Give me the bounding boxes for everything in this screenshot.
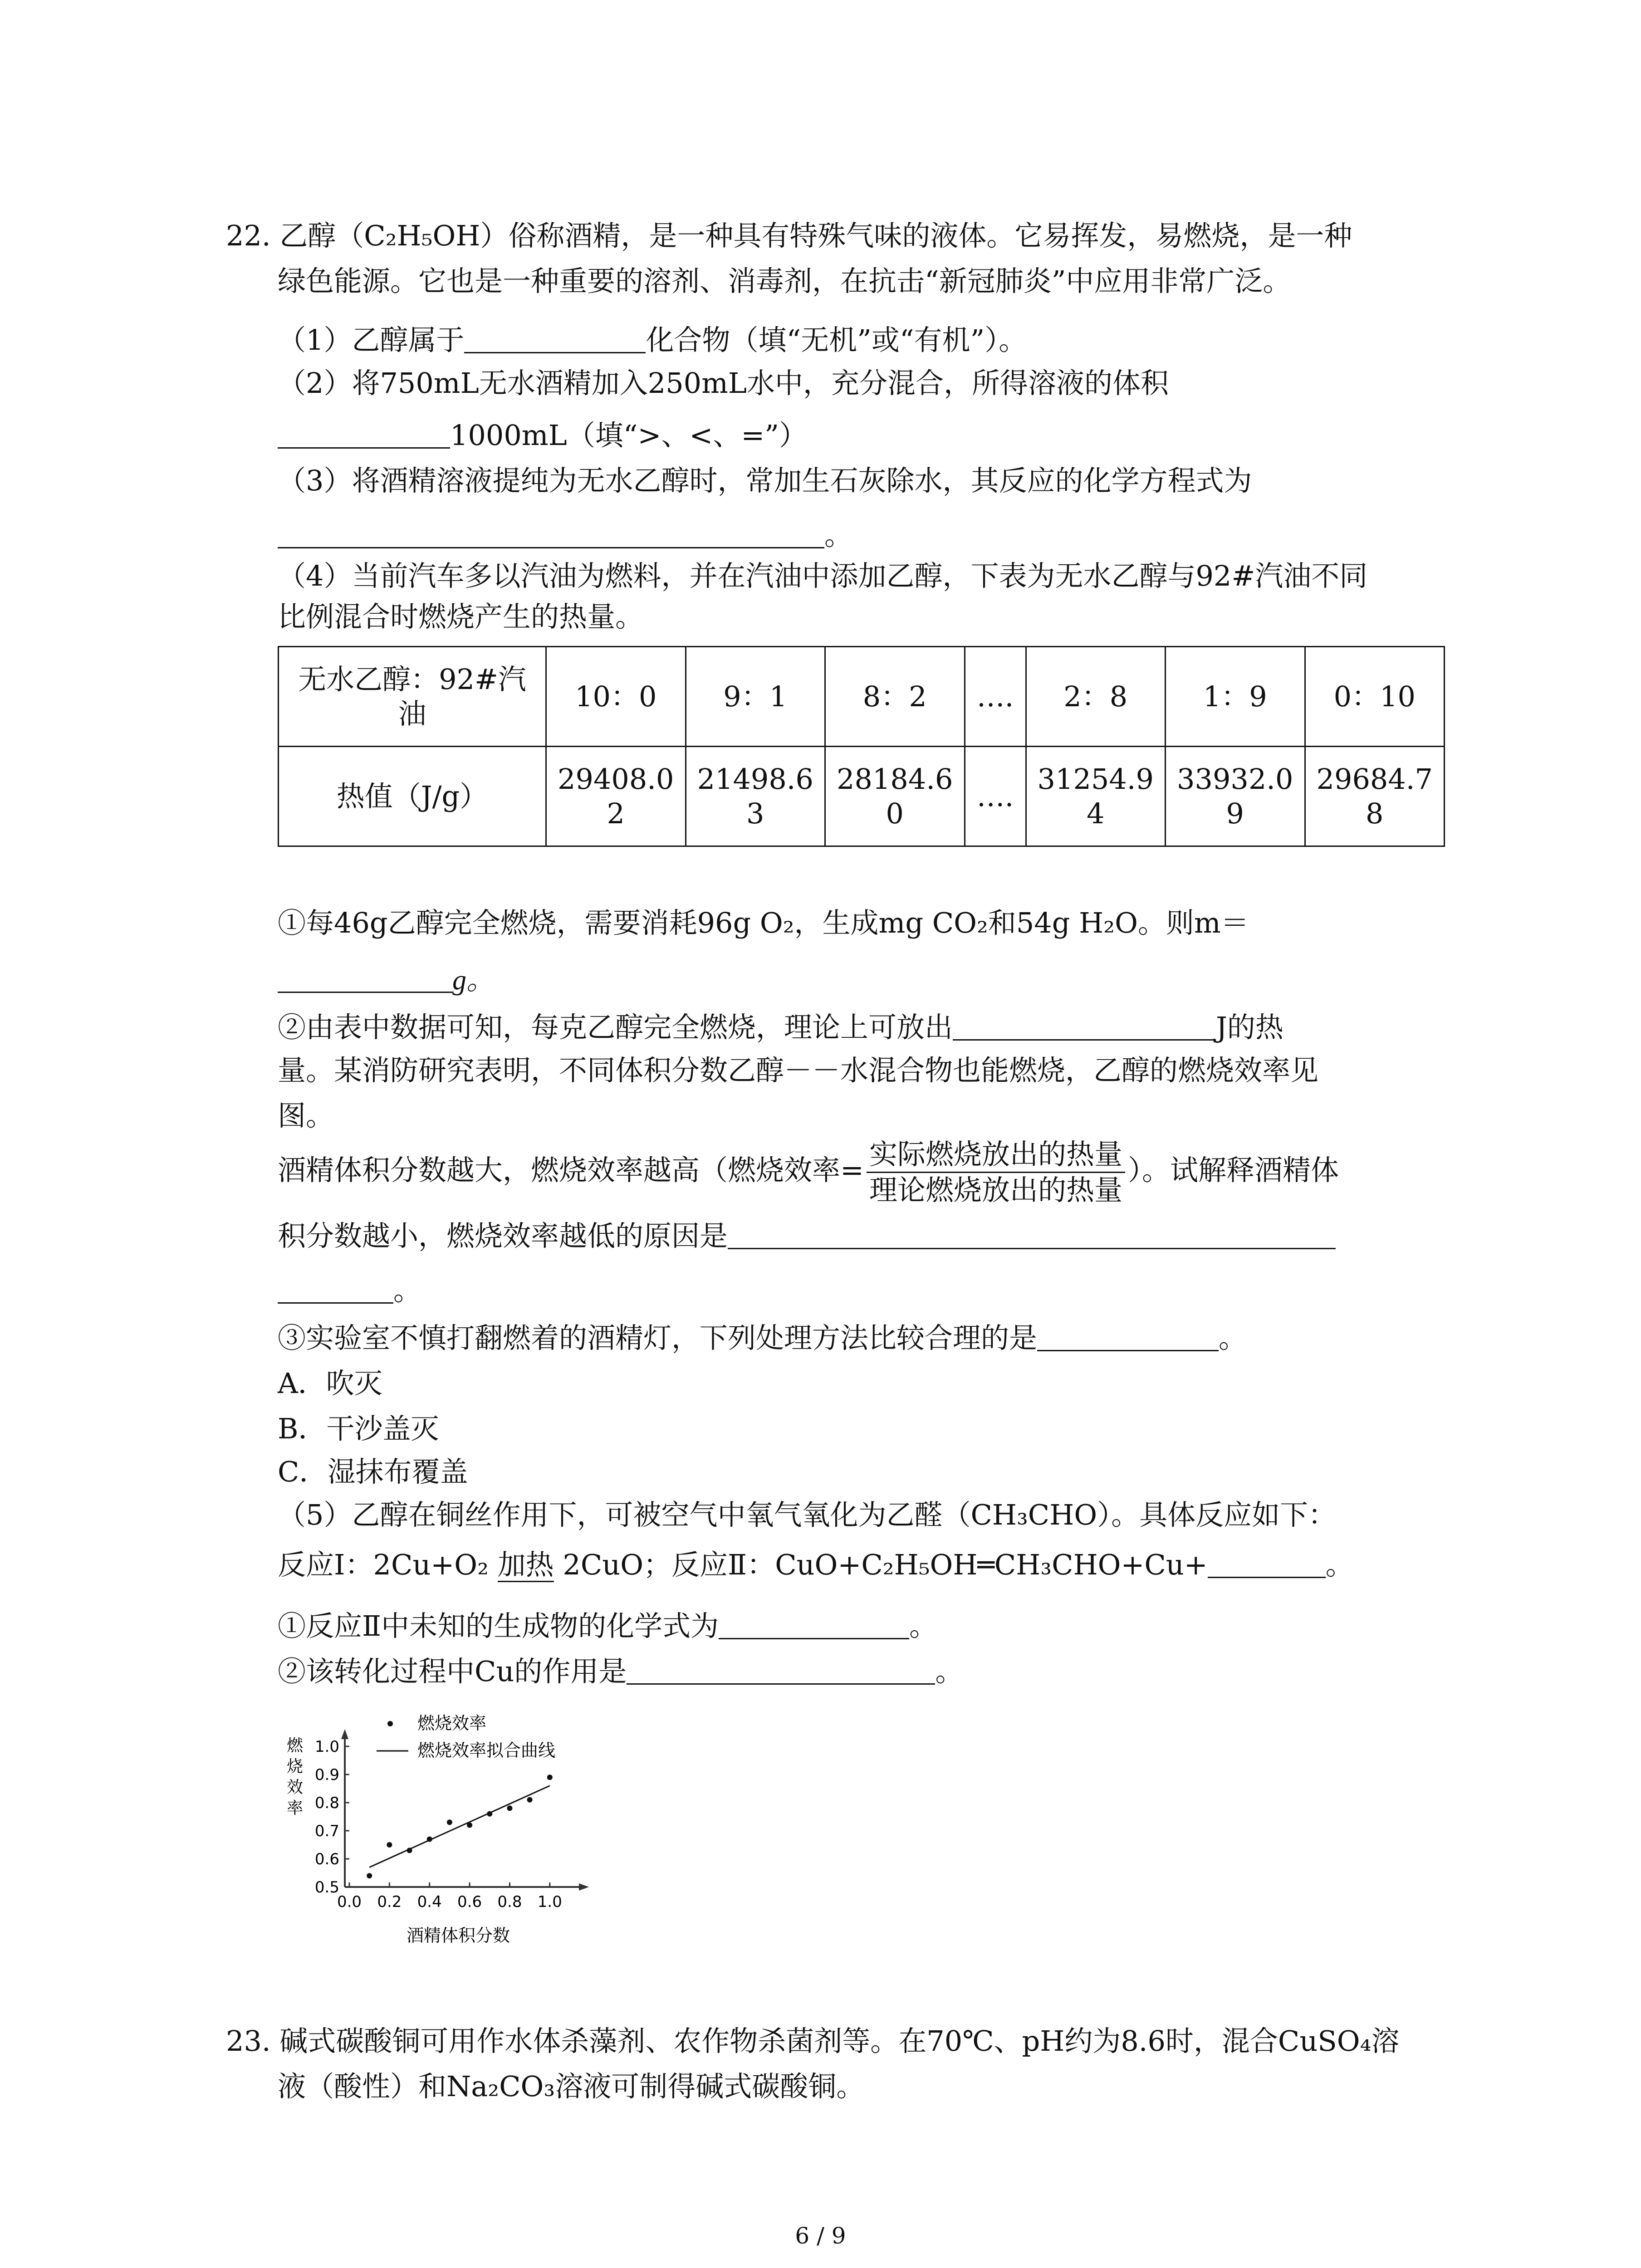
q22-s2-text: ②该转化过程中Cu的作用是 bbox=[278, 1655, 627, 1688]
option-c: C．湿抹布覆盖 bbox=[278, 1455, 468, 1488]
q22-part1-text-end: 化合物（填“无机”或“有机”）。 bbox=[646, 323, 1027, 357]
answer-blank-mass[interactable] bbox=[278, 963, 452, 993]
efficiency-fraction bbox=[867, 1137, 1125, 1207]
table-cell: …. bbox=[965, 647, 1026, 747]
q22-c2-line3: 图。 bbox=[278, 1099, 334, 1132]
data-point bbox=[487, 1811, 492, 1817]
table-cell bbox=[1166, 747, 1305, 846]
q22-c3-end: 。 bbox=[1219, 1321, 1247, 1354]
page-number: 6 / 9 bbox=[795, 2223, 846, 2249]
data-point bbox=[387, 1842, 392, 1848]
x-tick-label: 0.4 bbox=[417, 1893, 442, 1911]
q22-part1-text: （1）乙醇属于 bbox=[278, 323, 465, 357]
option-b: B．干沙盖灭 bbox=[278, 1412, 439, 1445]
value-b: 3 bbox=[746, 797, 764, 830]
q22-c2-text-end: J的热 bbox=[1216, 1011, 1283, 1044]
legend-line-label: 燃烧效率拟合曲线 bbox=[417, 1740, 556, 1760]
q22-part4-line1: （4）当前汽车多以汽油为燃料，并在汽油中添加乙醇，下表为无水乙醇与92#汽油不同 bbox=[278, 559, 1368, 592]
data-point bbox=[367, 1873, 372, 1878]
value-a: 33932.0 bbox=[1177, 762, 1293, 796]
option-a: A．吹灭 bbox=[278, 1367, 382, 1400]
q22-c2-text: ②由表中数据可知，每克乙醇完全燃烧，理论上可放出 bbox=[278, 1011, 953, 1044]
value-a: 31254.9 bbox=[1037, 762, 1154, 796]
table-cell bbox=[1026, 747, 1166, 846]
table-header-heat: 热值（J/g） bbox=[279, 747, 546, 846]
q22-s1-end: 。 bbox=[909, 1609, 938, 1642]
table-header-ratio bbox=[279, 647, 546, 747]
q23-line2: 液（酸性）和Na₂CO₃溶液可制得碱式碳酸铜。 bbox=[278, 2070, 865, 2103]
q22-part3-line2 bbox=[278, 515, 852, 556]
data-point bbox=[507, 1805, 512, 1811]
table-cell: 2：8 bbox=[1026, 647, 1166, 747]
q22-c1-line2 bbox=[278, 959, 495, 1001]
y-tick-label: 0.5 bbox=[314, 1878, 339, 1897]
q22-c2-line2: 量。某消防研究表明，不同体积分数乙醇－－水混合物也能燃烧，乙醇的燃烧效率见 bbox=[278, 1054, 1319, 1087]
efficiency-text: 酒精体积分数越大，燃烧效率越高（燃烧效率= bbox=[278, 1154, 864, 1187]
data-point bbox=[407, 1848, 412, 1853]
q22-efficiency-line3 bbox=[278, 1270, 421, 1311]
x-tick-label: 0.0 bbox=[337, 1893, 362, 1911]
q22-c1-line1: ①每46g乙醇完全燃烧，需要消耗96g O₂，生成mg CO₂和54g H₂O。则m＝ bbox=[278, 906, 1249, 939]
q22-part2-text-end: 1000mL（填“>、<、=”） bbox=[450, 419, 807, 452]
q22-part2-line2 bbox=[278, 415, 807, 456]
table-cell: 10：0 bbox=[546, 647, 686, 747]
x-axis-label: 酒精体积分数 bbox=[406, 1926, 510, 1945]
answer-blank-3[interactable] bbox=[278, 519, 824, 548]
legend-point-label: 燃烧效率 bbox=[417, 1713, 487, 1733]
q23-line1: 23. 碱式碳酸铜可用作水体杀藻剂、农作物杀菌剂等。在70℃、pH约为8.6时，混合CuSO₄溶 bbox=[226, 2024, 1400, 2058]
q22-s1-text: ①反应Ⅱ中未知的生成物的化学式为 bbox=[278, 1609, 719, 1642]
heat-value-table bbox=[278, 646, 1445, 847]
table-header-ratio-a: 无水乙醇：92#汽 bbox=[298, 662, 526, 696]
answer-blank-choice[interactable] bbox=[1037, 1322, 1219, 1351]
q22-c1-unit: g。 bbox=[452, 965, 495, 996]
y-axis-arrow bbox=[341, 1729, 348, 1739]
table-cell: 0：10 bbox=[1305, 647, 1445, 747]
value-a: 29408.0 bbox=[558, 762, 674, 796]
q22-part3-line1: （3）将酒精溶液提纯为无水乙醇时，常加生石灰除水，其反应的化学方程式为 bbox=[278, 464, 1252, 497]
value-a: 21498.6 bbox=[697, 762, 813, 796]
q22-efficiency-line bbox=[278, 1134, 1339, 1207]
q22-line1: 22. 乙醇（C₂H₅OH）俗称酒精，是一种具有特殊气味的液体。它易挥发，易燃烧，是一种 bbox=[226, 219, 1352, 252]
x-tick-label: 1.0 bbox=[537, 1893, 562, 1911]
answer-blank-heat[interactable] bbox=[953, 1011, 1216, 1041]
y-tick-label: 0.6 bbox=[314, 1850, 339, 1868]
table-cell bbox=[546, 747, 686, 846]
q22-s2-end: 。 bbox=[935, 1655, 964, 1688]
legend-point-marker bbox=[387, 1721, 393, 1726]
answer-blank-reason[interactable] bbox=[728, 1220, 1336, 1249]
data-point bbox=[467, 1823, 472, 1828]
answer-blank-formula[interactable] bbox=[719, 1610, 909, 1639]
reaction-rest: 2CuO；反应Ⅱ：CuO+C₂H₅OH═CH₃CHO+Cu+ bbox=[563, 1548, 1208, 1581]
answer-blank-2[interactable] bbox=[278, 419, 450, 449]
value-b: 0 bbox=[886, 797, 904, 830]
q22-part3-end: 。 bbox=[824, 518, 853, 552]
heating-label: 加热 bbox=[497, 1548, 554, 1581]
q22-c2-line1 bbox=[278, 1007, 1283, 1048]
table-cell bbox=[1305, 747, 1445, 846]
efficiency-question: 积分数越小，燃烧效率越低的原因是 bbox=[278, 1219, 728, 1252]
fraction-denominator: 理论燃烧放出的热量 bbox=[869, 1173, 1122, 1207]
x-tick-label: 0.2 bbox=[377, 1893, 402, 1911]
q22-line2: 绿色能源。它也是一种重要的溶剂、消毒剂，在抗击“新冠肺炎”中应用非常广泛。 bbox=[278, 264, 1291, 298]
value-a: 28184.6 bbox=[837, 762, 953, 796]
value-a: 29684.7 bbox=[1316, 762, 1433, 796]
data-point bbox=[547, 1774, 553, 1780]
q22-s1 bbox=[278, 1606, 937, 1647]
y-tick-label: 1.0 bbox=[314, 1738, 339, 1756]
q22-s2 bbox=[278, 1651, 963, 1692]
data-point bbox=[447, 1819, 452, 1825]
data-point bbox=[427, 1837, 432, 1842]
q22-part2-line1: （2）将750mL无水酒精加入250mL水中，充分混合，所得溶液的体积 bbox=[278, 367, 1169, 400]
answer-blank-role[interactable] bbox=[627, 1655, 935, 1685]
q22-c3 bbox=[278, 1318, 1247, 1359]
efficiency-end: 。 bbox=[393, 1274, 422, 1307]
value-b: 4 bbox=[1087, 797, 1105, 830]
table-cell bbox=[686, 747, 825, 846]
value-b: 2 bbox=[607, 797, 625, 830]
table-cell: 8：2 bbox=[825, 647, 965, 747]
q22-part5-line1: （5）乙醇在铜丝作用下，可被空气中氧气氧化为乙醛（CH₃CHO）。具体反应如下： bbox=[278, 1498, 1337, 1531]
q22-part1 bbox=[278, 320, 1027, 361]
q22-part4-line2: 比例混合时燃烧产生的热量。 bbox=[278, 600, 644, 633]
q22-c3-text: ③实验室不慎打翻燃着的酒精灯，下列处理方法比较合理的是 bbox=[278, 1321, 1038, 1354]
efficiency-text-end: ）。试解释酒精体 bbox=[1127, 1154, 1339, 1187]
answer-blank-1[interactable] bbox=[464, 324, 646, 353]
table-cell: …. bbox=[965, 747, 1026, 846]
y-tick-label: 0.7 bbox=[314, 1822, 339, 1840]
x-axis-arrow bbox=[579, 1883, 589, 1891]
y-axis-label: 燃烧效率 bbox=[286, 1736, 304, 1818]
table-header-ratio-b: 油 bbox=[398, 697, 426, 730]
data-point bbox=[527, 1797, 533, 1803]
y-tick-label: 0.8 bbox=[314, 1794, 339, 1812]
table-cell bbox=[825, 747, 965, 846]
table-row-heat bbox=[279, 747, 1445, 846]
table-cell: 9：1 bbox=[686, 647, 825, 747]
answer-blank-reason-cont[interactable] bbox=[278, 1274, 393, 1304]
q22-reaction-line bbox=[278, 1545, 1354, 1585]
reaction1-left: 反应Ⅰ：2Cu+O₂ bbox=[278, 1548, 489, 1581]
q22-efficiency-line2 bbox=[278, 1216, 1336, 1256]
y-tick-label: 0.9 bbox=[314, 1766, 339, 1784]
fit-curve bbox=[369, 1786, 550, 1867]
x-tick-label: 0.6 bbox=[457, 1893, 482, 1911]
table-row-ratio bbox=[279, 647, 1445, 747]
heating-condition bbox=[498, 1549, 554, 1582]
reaction-end: 。 bbox=[1325, 1548, 1354, 1581]
x-tick-label: 0.8 bbox=[497, 1893, 522, 1911]
value-b: 9 bbox=[1226, 797, 1244, 830]
efficiency-chart bbox=[268, 1706, 612, 1960]
table-cell: 1：9 bbox=[1166, 647, 1305, 747]
fraction-numerator: 实际燃烧放出的热量 bbox=[867, 1137, 1125, 1173]
value-b: 8 bbox=[1366, 797, 1384, 830]
answer-blank-product[interactable] bbox=[1208, 1549, 1326, 1578]
